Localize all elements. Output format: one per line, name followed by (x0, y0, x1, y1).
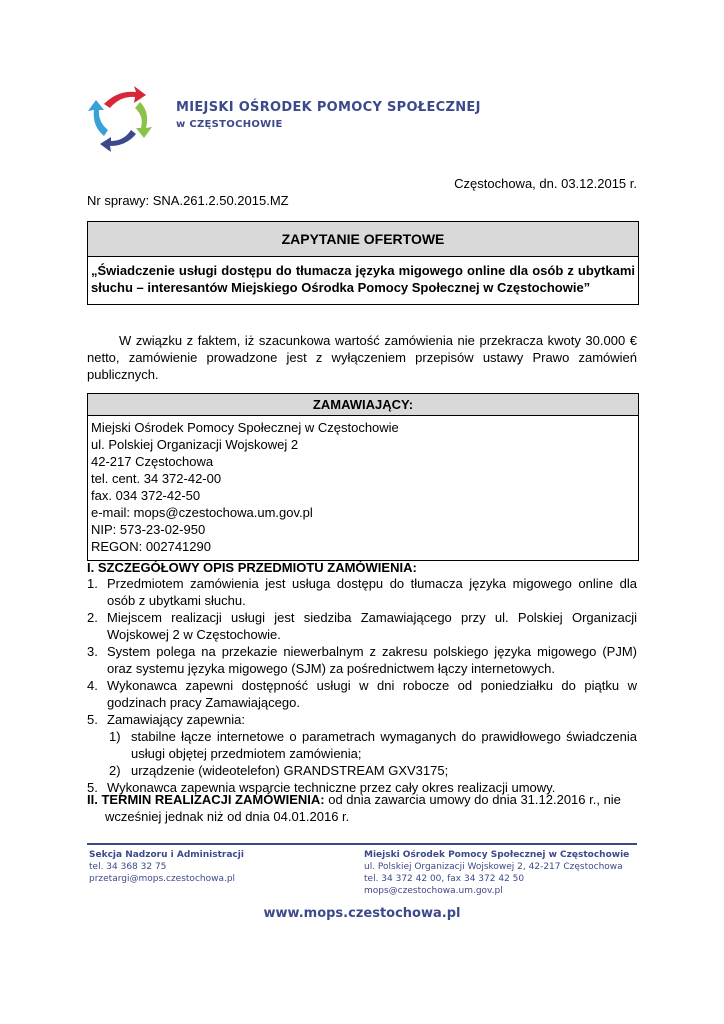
section2-text2: wcześniej jednak niż od dnia 04.01.2016 r. (105, 809, 350, 824)
client-line: NIP: 573-23-02-950 (91, 522, 206, 537)
client-heading: ZAMAWIAJĄCY: (88, 394, 638, 416)
list-item-number: 4. (87, 678, 98, 693)
date-line: Częstochowa, dn. 03.12.2015 r. (454, 176, 637, 191)
section2-label: II. TERMIN REALIZACJI ZAMÓWIENIA: (87, 792, 325, 807)
sub-list-item-text: urządzenie (wideotelefon) GRANDSTREAM GXV3175; (131, 763, 449, 778)
sub-list-item-text: stabilne łącze internetowe o parametrach wymaganych do prawidłowego świadczenia usługi objętej przedmiotem zamówienia; (131, 729, 637, 761)
footer-right-title: Miejski Ośrodek Pomocy Społecznej w Częstochowie (364, 850, 630, 860)
footer-left (89, 849, 244, 885)
client-line: Miejski Ośrodek Pomocy Społecznej w Częstochowie (91, 420, 399, 435)
client-box (87, 393, 639, 561)
footer-right-email[interactable]: mops@czestochowa.um.gov.pl (364, 886, 503, 896)
list-item-number: 5. (87, 780, 98, 795)
footer-right-address: ul. Polskiej Organizacji Wojskowej 2, 42-217 Częstochowa (364, 862, 623, 872)
section1-title: I. SZCZEGÓŁOWY OPIS PRZEDMIOTU ZAMÓWIENIA: (87, 560, 417, 575)
logo-green-arrow (135, 102, 152, 138)
client-details (88, 416, 638, 560)
org-name: MIEJSKI OŚRODEK POMOCY SPOŁECZNEJ (176, 100, 481, 115)
client-line: fax. 034 372-42-50 (91, 488, 201, 503)
section2 (87, 791, 647, 825)
client-line: REGON: 002741290 (91, 539, 211, 554)
list-item-text: System polega na przekazie niewerbalnym z zakresu polskiego języka migowego (PJM) oraz systemu języka migowego (SJM) za pośrednictwem łączy internetowych. (107, 644, 637, 676)
footer-right-tel: tel. 34 372 42 00, fax 34 372 42 50 (364, 874, 525, 884)
section2-text1: od dnia zawarcia umowy do dnia 31.12.2016 r., nie (324, 792, 621, 807)
list-item-text: Wykonawca zapewnia wsparcie techniczne przez cały okres realizacji umowy. (107, 780, 556, 795)
list-item-text: Zamawiający zapewnia: (107, 712, 246, 727)
list-item (87, 575, 637, 609)
footer-right (364, 849, 629, 897)
footer-left-email[interactable]: przetargi@mops.czestochowa.pl (89, 874, 236, 884)
sub-list-item-number: 1) (109, 729, 121, 744)
footer-left-tel: tel. 34 368 32 75 (89, 862, 167, 872)
list-item (87, 609, 637, 643)
section1-list (87, 575, 637, 796)
client-line: 42-217 Częstochowa (91, 454, 214, 469)
list-item-number: 3. (87, 644, 98, 659)
intro-paragraph: W związku z faktem, iż szacunkowa wartość zamówienia nie przekracza kwoty 30.000 € netto, zamówienie prowadzone jest z wyłączeniem przepisów ustawy Prawo zamówień publicznych. (87, 333, 637, 382)
list-item-number: 1. (87, 576, 98, 591)
list-item-number: 5. (87, 712, 98, 727)
list-item (87, 677, 637, 711)
mops-logo-icon (84, 82, 158, 154)
list-item-text: Przedmiotem zamówienia jest usługa dostępu do tłumacza języka migowego online dla osób z ubytkami słuchu. (107, 576, 637, 608)
list-item-text: Miejscem realizacji usługi jest siedziba Zamawiającego przy ul. Polskiej Organizacji Wojskowej 2 w Częstochowie. (107, 610, 637, 642)
footer-left-title: Sekcja Nadzoru i Administracji (89, 850, 244, 860)
case-number: Nr sprawy: SNA.261.2.50.2015.MZ (87, 193, 289, 208)
section2-line1 (87, 791, 647, 808)
sub-list-item-number: 2) (109, 763, 121, 778)
sub-list-item (87, 728, 637, 762)
list-item-number: 2. (87, 610, 98, 625)
sub-list-item (87, 762, 637, 779)
footer-divider (87, 843, 637, 845)
title-box (87, 221, 639, 305)
document-title: ZAPYTANIE OFERTOWE (88, 222, 638, 257)
list-item-text: Wykonawca zapewni dostępność usługi w dni robocze od poniedziałku do piątku w godzinach pracy Zamawiającego. (107, 678, 637, 710)
client-line: tel. cent. 34 372-42-00 (91, 471, 222, 486)
client-line: ul. Polskiej Organizacji Wojskowej 2 (91, 437, 299, 452)
document-subject: „Świadczenie usługi dostępu do tłumacza języka migowego online dla osób z ubytkami słuchu – interesantów Miejskiego Ośrodka Pomocy Społecznej w Częstochowie” (91, 263, 635, 295)
website-link[interactable]: www.mops.czestochowa.pl (263, 906, 461, 921)
client-line: e-mail: mops@czestochowa.um.gov.pl (91, 505, 313, 520)
list-item (87, 643, 637, 677)
logo-blue-arrow (88, 100, 108, 136)
list-item (87, 711, 637, 728)
org-city: w CZĘSTOCHOWIE (176, 119, 283, 130)
